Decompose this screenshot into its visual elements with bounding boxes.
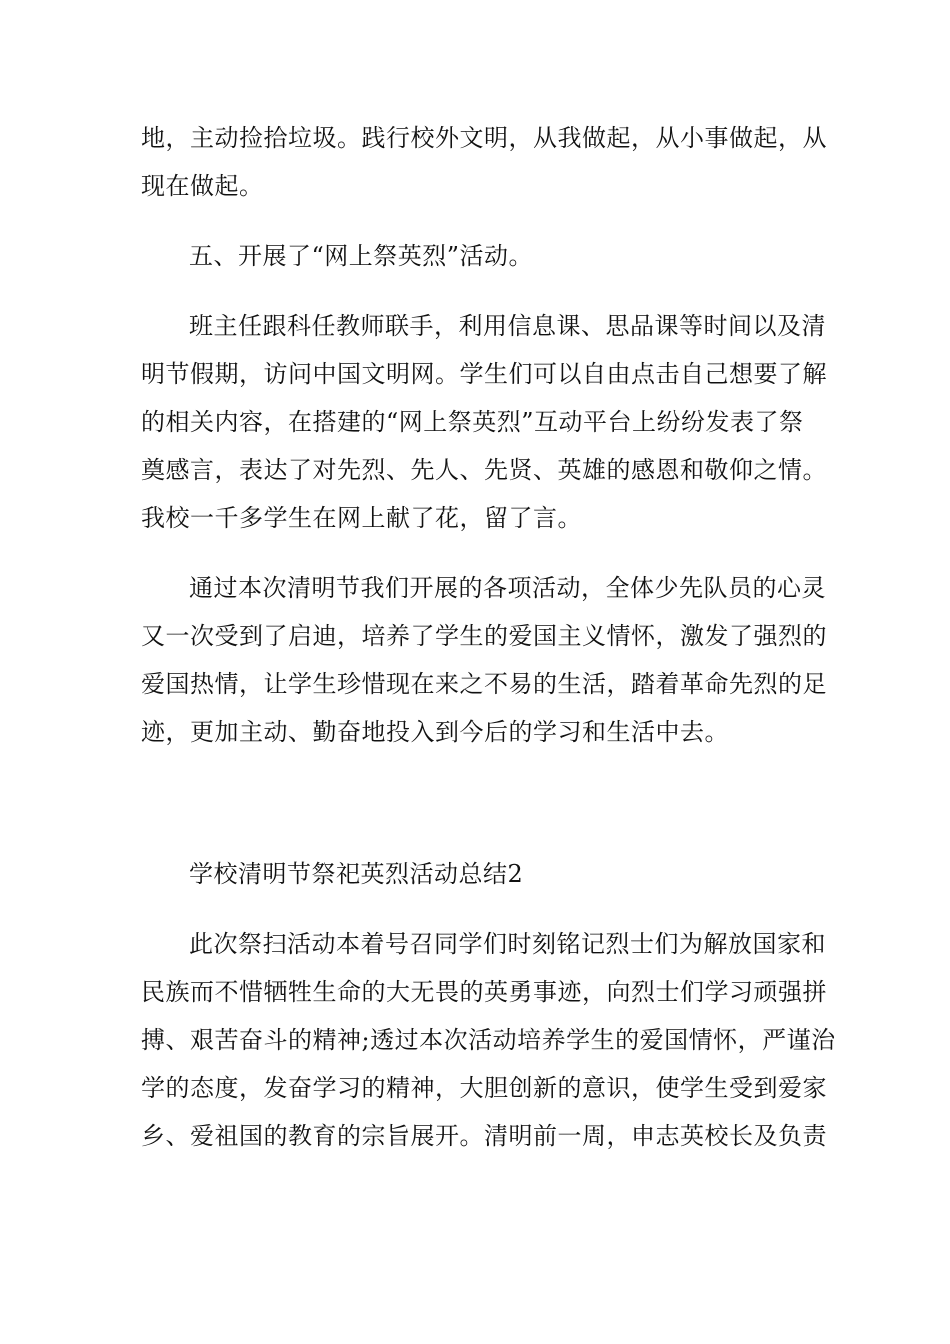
text-line: 迹，更加主动、勤奋地投入到今后的学习和生活中去。: [141, 718, 729, 746]
text-line: 我校一千多学生在网上献了花，留了言。: [141, 504, 582, 532]
text-line: 现在做起。: [141, 172, 264, 200]
text-line: 学的态度，发奋学习的精神，大胆创新的意识，使学生受到爱家: [141, 1074, 827, 1102]
text-line: 明节假期，访问中国文明网。学生们可以自由点击自己想要了解: [141, 360, 827, 388]
heading-text: 五、开展了“网上祭英烈”活动。: [189, 242, 534, 270]
text-line: 奠感言，表达了对先烈、先人、先贤、英雄的感恩和敬仰之情。: [141, 456, 827, 484]
section-title-text: 学校清明节祭祀英烈活动总结2: [189, 860, 524, 888]
text-line: 班主任跟科任教师联手，利用信息课、思品课等时间以及清: [189, 312, 826, 340]
text-line: 搏、艰苦奋斗的精神;透过本次活动培养学生的爱国情怀，严谨治: [141, 1026, 836, 1054]
text-line: 的相关内容，在搭建的“网上祭英烈”互动平台上纷纷发表了祭: [141, 408, 804, 436]
paragraph-continued: [141, 114, 827, 210]
text-line: 通过本次清明节我们开展的各项活动，全体少先队员的心灵: [189, 574, 826, 602]
text-line: 爱国热情，让学生珍惜现在来之不易的生活，踏着革命先烈的足: [141, 670, 827, 698]
text-line: 又一次受到了启迪，培养了学生的爱国主义情怀，激发了强烈的: [141, 622, 827, 650]
paragraph-online: [141, 302, 827, 542]
document-page: [141, 114, 836, 1160]
paragraph-section2: [141, 920, 836, 1160]
text-line: 地，主动捡拾垃圾。践行校外文明，从我做起，从小事做起，从: [141, 124, 827, 152]
text-line: 民族而不惜牺牲生命的大无畏的英勇事迹，向烈士们学习顽强拼: [141, 978, 827, 1006]
paragraph-conclusion: [141, 564, 827, 756]
heading-five: [141, 232, 817, 280]
section-title: [141, 850, 817, 898]
text-line: 乡、爱祖国的教育的宗旨展开。清明前一周，申志英校长及负责: [141, 1122, 827, 1150]
text-line: 此次祭扫活动本着号召同学们时刻铭记烈士们为解放国家和: [189, 930, 826, 958]
